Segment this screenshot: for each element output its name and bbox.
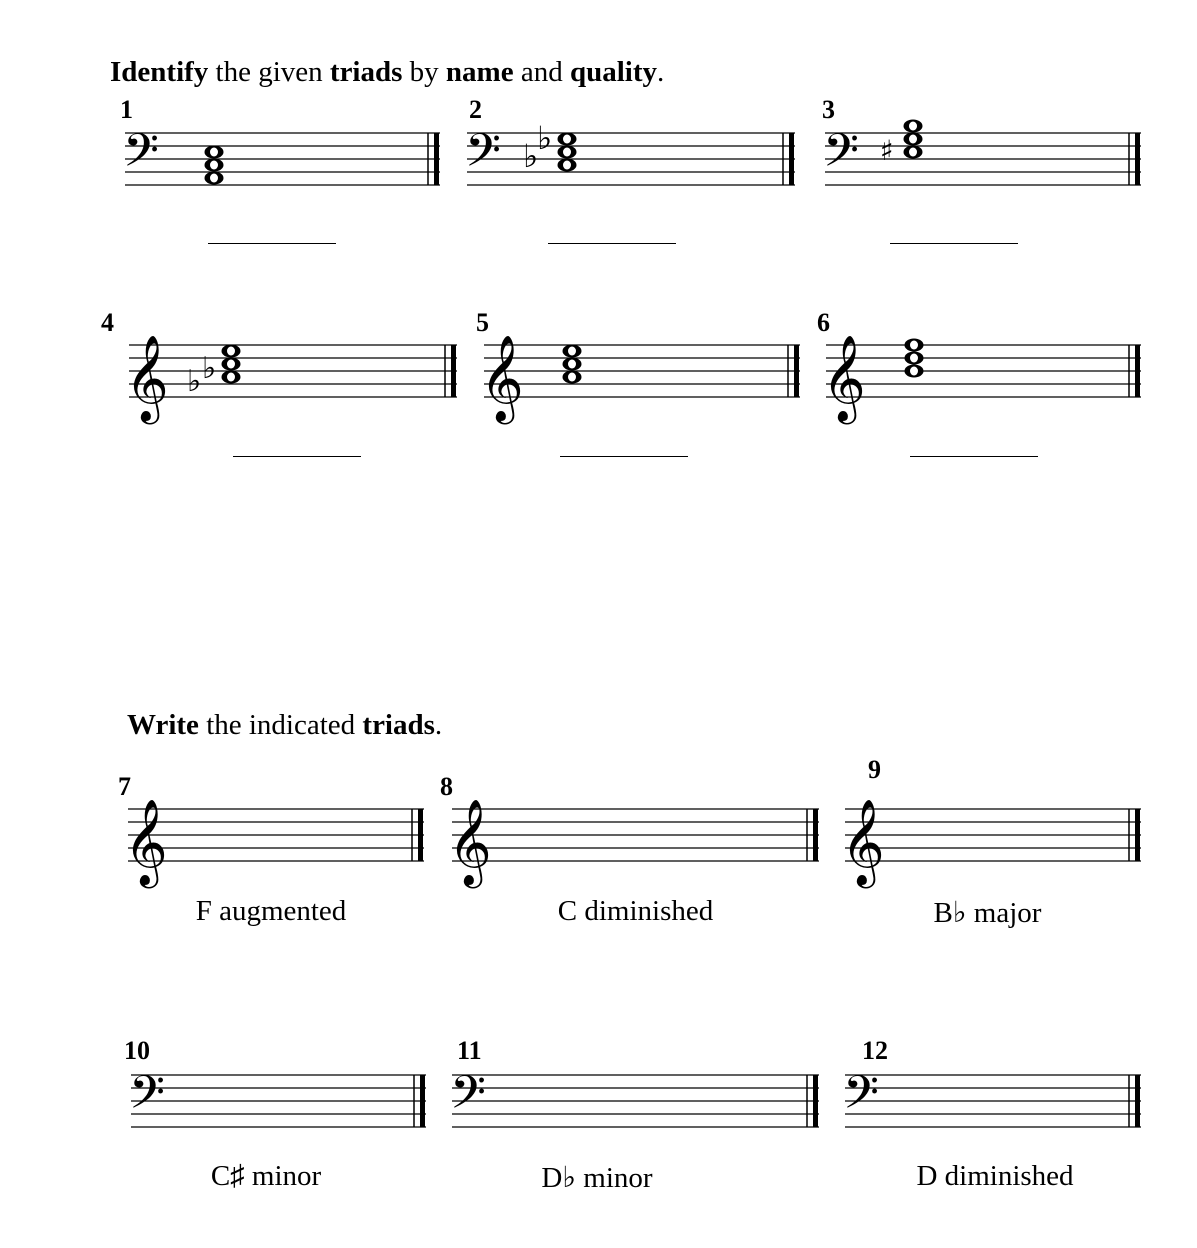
exercise-number: 9 [868,755,881,784]
exercise-number: 1 [120,95,133,124]
chord [563,345,582,384]
staff-exercise-6 [822,335,1146,425]
staff-exercise-9[interactable] [841,799,1145,889]
chord [904,120,923,159]
treble-clef-icon: 𝄞 [448,799,492,885]
flat-icon: ♭ [202,351,217,386]
triad-label: F augmented [195,895,347,927]
staff-exercise-12[interactable] [843,1066,1145,1131]
exercise-number: 3 [822,95,835,124]
triad-label: D diminished [916,1160,1074,1192]
bass-clef-icon: 𝄢 [450,1066,487,1131]
chord [222,345,241,384]
flat-icon: ♭ [523,137,539,175]
answer-blank[interactable] [560,456,688,457]
triad-label: D♭ minor [541,1162,653,1194]
triad-label: B♭ major [933,897,1042,929]
chord [205,146,224,185]
bass-clef-icon: 𝄢 [823,124,860,189]
exercise-number: 7 [118,772,131,801]
staff-exercise-8[interactable] [448,799,822,889]
exercise-number: 11 [457,1036,482,1065]
staff-exercise-7[interactable] [124,799,428,889]
identify-instruction: Identify the given triads by name and quality. [110,56,665,88]
flat-icon: ♭ [187,364,202,399]
staff-exercise-1 [123,124,445,189]
exercise-number: 12 [862,1036,888,1065]
exercise-number: 8 [440,772,453,801]
write-instruction: Write the indicated triads. [127,709,443,741]
exercise-number: 5 [476,308,489,337]
triad-label: C diminished [557,895,714,927]
bass-clef-icon: 𝄢 [465,124,502,189]
staff-exercise-2 [465,119,802,189]
chord [905,339,924,378]
exercise-number: 2 [469,95,482,124]
exercise-number: 6 [817,308,830,337]
staff-exercise-4 [125,335,464,425]
exercise-number: 4 [101,308,114,337]
triad-label: C♯ minor [210,1160,322,1192]
bass-clef-icon: 𝄢 [843,1066,880,1131]
bass-clef-icon: 𝄢 [129,1066,166,1131]
answer-blank[interactable] [208,243,336,244]
sharp-icon: ♯ [880,134,894,167]
chord [558,133,577,172]
staff-exercise-11[interactable] [450,1066,822,1131]
answer-blank[interactable] [890,243,1018,244]
staff-exercise-5 [480,335,804,425]
treble-clef-icon: 𝄞 [841,799,885,885]
answer-blank[interactable] [548,243,676,244]
treble-clef-icon: 𝄞 [822,335,866,421]
answer-blank[interactable] [910,456,1038,457]
treble-clef-icon: 𝄞 [124,799,168,885]
answer-blank[interactable] [233,456,361,457]
treble-clef-icon: 𝄞 [125,335,169,421]
exercise-number: 10 [124,1036,150,1065]
flat-icon: ♭ [537,119,553,157]
staff-exercise-10[interactable] [129,1066,431,1131]
bass-clef-icon: 𝄢 [123,124,160,189]
treble-clef-icon: 𝄞 [480,335,524,421]
staff-exercise-3 [823,124,1145,189]
